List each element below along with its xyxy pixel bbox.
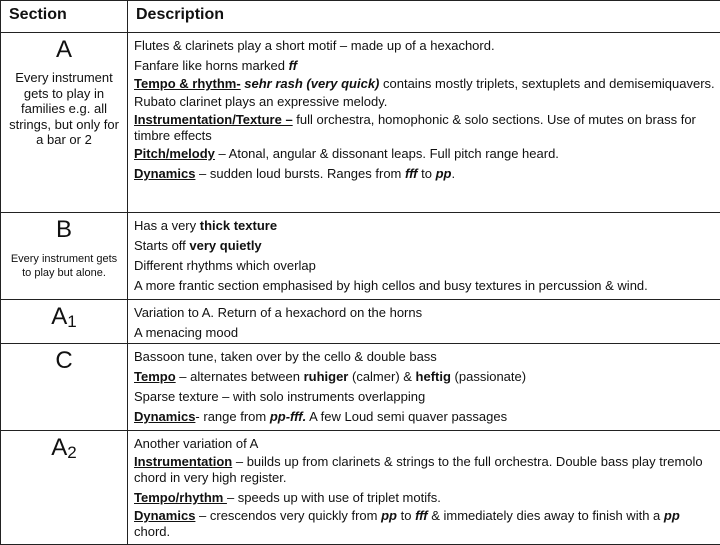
section-letter: B — [5, 216, 123, 244]
description-line: Another variation of A — [134, 434, 716, 454]
description-line: Tempo/rhythm – speeds up with use of triplet motifs. — [134, 488, 716, 508]
description-cell — [128, 431, 720, 545]
header-row — [1, 1, 720, 33]
description-line: Sparse texture – with solo instruments overlapping — [134, 387, 716, 407]
table-row — [1, 344, 720, 431]
table-row — [1, 300, 720, 344]
description-cell — [128, 213, 720, 300]
description-header: Description — [128, 1, 720, 33]
description-line: Starts off very quietly — [134, 236, 716, 256]
description-cell — [128, 300, 720, 344]
description-line: Flutes & clarinets play a short motif – made up of a hexachord. — [134, 36, 716, 56]
description-line: Fanfare like horns marked ff — [134, 56, 716, 76]
section-letter: A — [5, 36, 123, 64]
description-line: Dynamics- range from pp-fff. A few Loud semi quaver passages — [134, 407, 716, 427]
section-note: Every instrument gets to play but alone. — [5, 252, 123, 280]
description-line: Rubato clarinet plays an expressive melody. — [134, 92, 716, 112]
section-cell — [1, 213, 128, 300]
description-cell — [128, 344, 720, 431]
section-cell — [1, 300, 128, 344]
description-line: Tempo – alternates between ruhiger (calmer) & heftig (passionate) — [134, 367, 716, 387]
table-row — [1, 213, 720, 300]
description-line: Dynamics – sudden loud bursts. Ranges from fff to pp. — [134, 164, 716, 184]
description-line: Bassoon tune, taken over by the cello & double bass — [134, 347, 716, 367]
description-line: Dynamics – crescendos very quickly from pp to fff & immediately dies away to finish with a pp chord. — [134, 508, 716, 540]
section-cell — [1, 33, 128, 213]
description-line: A menacing mood — [134, 323, 716, 343]
section-header: Section — [1, 1, 128, 33]
description-line: Pitch/melody – Atonal, angular & dissonant leaps. Full pitch range heard. — [134, 144, 716, 164]
description-line: A more frantic section emphasised by high cellos and busy textures in percussion & wind. — [134, 276, 716, 296]
description-cell — [128, 33, 720, 213]
section-cell — [1, 344, 128, 431]
section-letter: C — [5, 347, 123, 375]
section-cell — [1, 431, 128, 545]
table-row — [1, 33, 720, 213]
description-line: Variation to A. Return of a hexachord on the horns — [134, 303, 716, 323]
description-line: Instrumentation/Texture – full orchestra, homophonic & solo sections. Use of mutes on brass for timbre effects — [134, 112, 716, 144]
description-line: Instrumentation – builds up from clarinets & strings to the full orchestra. Double bass play tremolo chord in very high register. — [134, 454, 716, 486]
table-row — [1, 431, 720, 545]
description-line: Tempo & rhythm- sehr rash (very quick) contains mostly triplets, sextuplets and demisemiquavers. — [134, 76, 716, 92]
section-letter: A1 — [5, 303, 123, 336]
description-line: Different rhythms which overlap — [134, 256, 716, 276]
section-letter: A2 — [5, 434, 123, 467]
description-line: Has a very thick texture — [134, 216, 716, 236]
section-note: Every instrument gets to play in families e.g. all strings, but only for a bar or 2 — [5, 70, 123, 148]
